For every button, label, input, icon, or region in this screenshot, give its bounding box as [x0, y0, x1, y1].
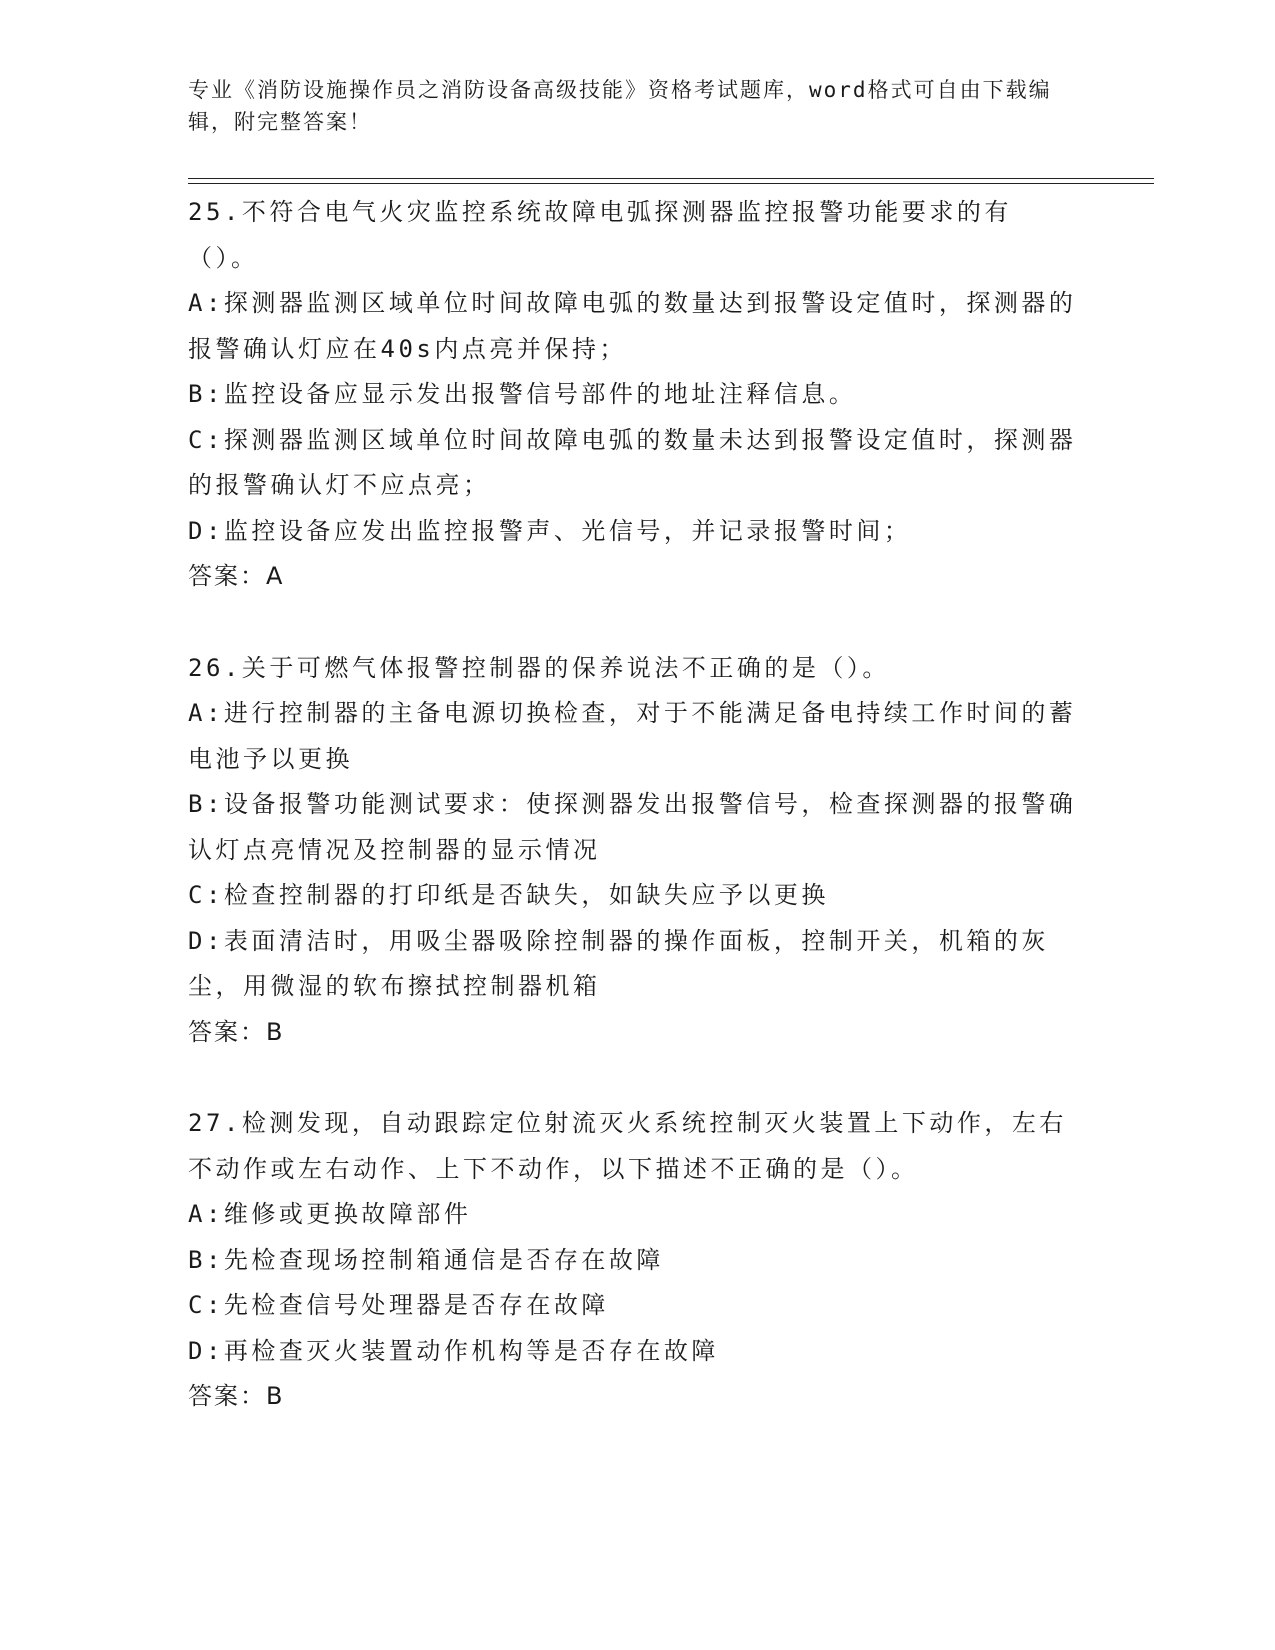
option-a: A:探测器监测区域单位时间故障电弧的数量达到报警设定值时，探测器的报警确认灯应在40s内点亮并保持；	[188, 289, 1077, 363]
question-stem: 26.关于可燃气体报警控制器的保养说法不正确的是（）。	[188, 653, 890, 682]
question-item	[188, 1101, 1078, 1420]
question-stem: 27.检测发现，自动跟踪定位射流灭火系统控制灭火装置上下动作，左右不动作或左右动作、上下不动作，以下描述不正确的是（）。	[188, 1109, 1067, 1183]
option-d: D:表面清洁时，用吸尘器吸除控制器的操作面板，控制开关，机箱的灰尘，用微湿的软布擦拭控制器机箱	[188, 926, 1049, 1000]
document-header: 专业《消防设施操作员之消防设备高级技能》资格考试题库，word格式可自由下载编辑，附完整答案！	[188, 78, 1052, 134]
option-d: D:监控设备应发出监控报警声、光信号，并记录报警时间；	[188, 516, 912, 545]
option-a: A:进行控制器的主备电源切换检查，对于不能满足备电持续工作时间的蓄电池予以更换	[188, 699, 1077, 773]
option-d: D:再检查灭火装置动作机构等是否存在故障	[188, 1336, 719, 1365]
question-item	[188, 646, 1078, 1056]
option-c: C:先检查信号处理器是否存在故障	[188, 1291, 609, 1319]
header-divider-bottom	[188, 183, 1154, 184]
answer-line: 答案：A	[188, 562, 285, 590]
answer-line: 答案：B	[188, 1017, 285, 1046]
question-item	[188, 190, 1078, 600]
option-c: C:探测器监测区域单位时间故障电弧的数量未达到报警设定值时，探测器的报警确认灯不应点亮；	[188, 425, 1077, 499]
answer-line: 答案：B	[188, 1382, 285, 1410]
option-a: A:维修或更换故障部件	[188, 1200, 472, 1228]
option-b: B:先检查现场控制箱通信是否存在故障	[188, 1245, 664, 1274]
question-list	[188, 190, 1078, 1466]
header-divider-top	[188, 178, 1154, 179]
question-stem: 25.不符合电气火灾监控系统故障电弧探测器监控报警功能要求的有（）。	[188, 198, 1012, 272]
option-b: B:设备报警功能测试要求：使探测器发出报警信号，检查探测器的报警确认灯点亮情况及控制器的显示情况	[188, 790, 1077, 864]
option-c: C:检查控制器的打印纸是否缺失，如缺失应予以更换	[188, 881, 829, 909]
option-b: B:监控设备应显示发出报警信号部件的地址注释信息。	[188, 380, 857, 408]
